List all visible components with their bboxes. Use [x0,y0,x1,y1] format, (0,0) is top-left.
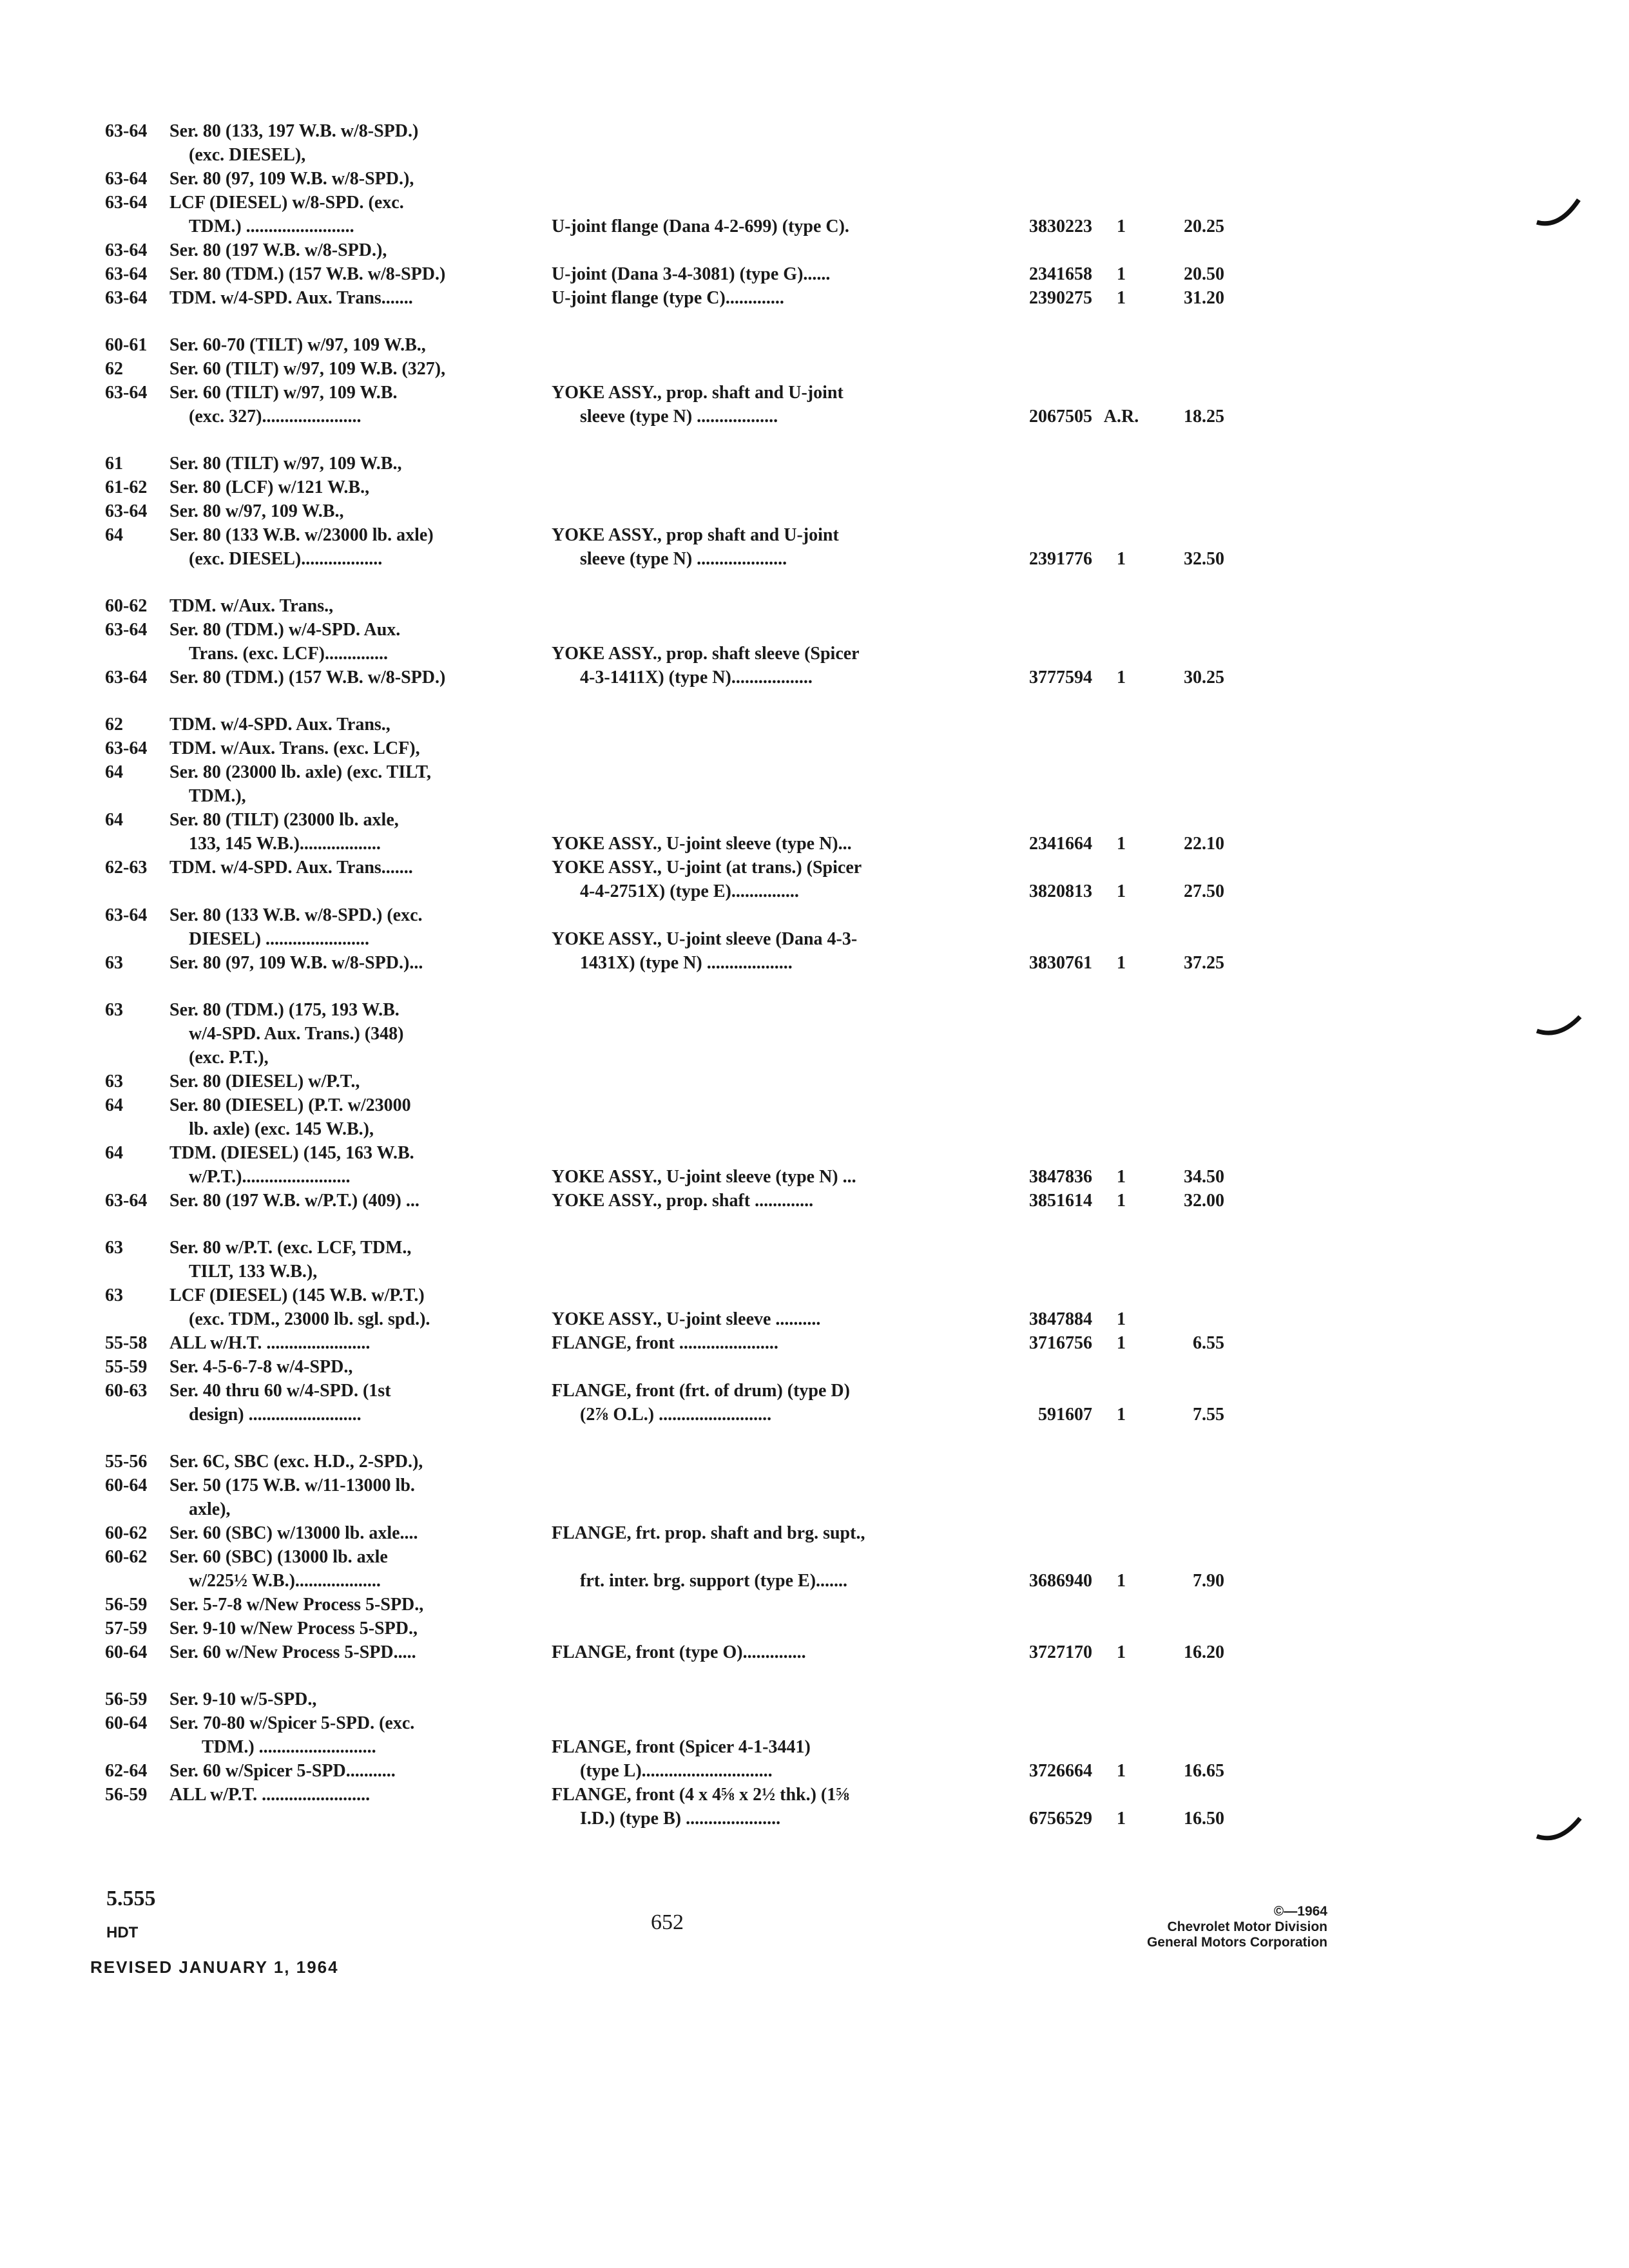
application: Ser. 80 w/97, 109 W.B., [169,501,344,521]
quantity: 1 [1117,881,1126,901]
part-description: sleeve (type N) .................. [580,407,778,427]
catalog-row [0,1117,1629,1141]
catalog-row [0,618,1629,642]
part-number: 3716756 [1029,1333,1092,1353]
quantity: A.R. [1103,407,1139,427]
model-years: 64 [105,1095,123,1115]
application: Ser. 60-70 (TILT) w/97, 109 W.B., [169,335,426,355]
part-description: 4-4-2751X) (type E)............... [580,881,799,901]
model-years: 64 [105,525,123,545]
application: TDM. w/4-SPD. Aux. Trans....... [169,288,413,308]
model-years: 64 [105,762,123,782]
part-description: sleeve (type N) .................... [580,549,787,569]
model-years: 64 [105,1143,123,1163]
part-number: 3847836 [1029,1167,1092,1187]
model-years: 57-59 [105,1619,148,1639]
catalog-row [0,808,1629,832]
application: (exc. DIESEL), [189,145,306,165]
model-years: 63-64 [105,905,148,925]
part-number: 3686940 [1029,1571,1092,1591]
division-name: Chevrolet Motor Division [1167,1919,1327,1934]
catalog-row [0,1759,1629,1783]
model-years: 63 [105,1238,123,1258]
catalog-row [0,381,1629,405]
quantity: 1 [1117,1333,1126,1353]
catalog-row [0,1165,1629,1189]
application: Ser. 80 (97, 109 W.B. w/8-SPD.), [169,169,414,189]
model-years: 63-64 [105,240,148,260]
application: DIESEL) ....................... [189,929,370,949]
list-price: 7.90 [1193,1571,1224,1591]
application: w/225½ W.B.)................... [189,1571,381,1591]
model-years: 55-56 [105,1452,148,1472]
model-years: 63-64 [105,169,148,189]
catalog-row [0,1022,1629,1046]
catalog-row [0,1617,1629,1640]
part-description: YOKE ASSY., prop. shaft ............. [552,1191,814,1211]
catalog-row [0,1735,1629,1759]
catalog-row [0,333,1629,357]
model-years: 60-64 [105,1713,148,1733]
page-number: 652 [651,1910,684,1934]
quantity: 1 [1117,1167,1126,1187]
application: Ser. 80 (TDM.) w/4-SPD. Aux. [169,620,401,640]
model-years: 60-62 [105,596,148,616]
list-price: 27.50 [1184,881,1224,901]
catalog-row [0,499,1629,523]
model-years: 63 [105,1000,123,1020]
model-years: 63-64 [105,121,148,141]
list-price: 18.25 [1184,407,1224,427]
catalog-row [0,594,1629,618]
catalog-row [0,1807,1629,1831]
application: Ser. 60 (TILT) w/97, 109 W.B. [169,383,398,403]
catalog-row [0,167,1629,191]
catalog-row [0,832,1629,856]
catalog-row [0,1687,1629,1711]
part-description: U-joint flange (Dana 4-2-699) (type C). [552,216,849,236]
model-years: 63-64 [105,193,148,213]
list-price: 34.50 [1184,1167,1224,1187]
catalog-row [0,1474,1629,1497]
application: Ser. 70-80 w/Spicer 5-SPD. (exc. [169,1713,415,1733]
catalog-row [0,856,1629,879]
model-years: 63-64 [105,288,148,308]
list-price: 20.50 [1184,264,1224,284]
application: Ser. 80 (23000 lb. axle) (exc. TILT, [169,762,432,782]
model-years: 56-59 [105,1689,148,1709]
part-description: 4-3-1411X) (type N).................. [580,668,813,687]
quantity: 1 [1117,1405,1126,1425]
section-number: 5.555 [106,1887,156,1910]
part-number: 2341664 [1029,834,1092,854]
quantity: 1 [1117,953,1126,973]
list-price: 22.10 [1184,834,1224,854]
application: TDM.) ........................ [189,216,354,236]
application: ALL w/P.T. ........................ [169,1785,371,1805]
part-description: FLANGE, front (Spicer 4-1-3441) [552,1737,811,1757]
model-years: 60-62 [105,1547,148,1567]
part-description: frt. inter. brg. support (type E)....... [580,1571,848,1591]
application: Ser. 9-10 w/New Process 5-SPD., [169,1619,418,1639]
catalog-row [0,1450,1629,1474]
catalog-row [0,1711,1629,1735]
catalog-row [0,951,1629,975]
catalog-row [0,405,1629,428]
list-price: 16.20 [1184,1642,1224,1662]
quantity: 1 [1117,1761,1126,1781]
application: Ser. 50 (175 W.B. w/11-13000 lb. [169,1475,415,1495]
application: Ser. 4-5-6-7-8 w/4-SPD., [169,1357,353,1377]
part-description: (2⅞ O.L.) ......................... [580,1405,772,1425]
catalog-row [0,1783,1629,1807]
catalog-row [0,1283,1629,1307]
list-price: 30.25 [1184,668,1224,687]
catalog-row [0,476,1629,499]
application: Ser. 80 (TILT) w/97, 109 W.B., [169,454,402,474]
quantity: 1 [1117,1191,1126,1211]
publisher-block [1057,1904,1327,1950]
quantity: 1 [1117,1571,1126,1591]
application: Ser. 80 (97, 109 W.B. w/8-SPD.)... [169,953,423,973]
catalog-row [0,1640,1629,1664]
part-description: I.D.) (type B) ..................... [580,1809,781,1829]
binder-mark-icon [1534,1005,1585,1044]
part-number: 3820813 [1029,881,1092,901]
application: Trans. (exc. LCF).............. [189,644,388,664]
application: Ser. 80 (197 W.B. w/P.T.) (409) ... [169,1191,419,1211]
application: Ser. 80 (DIESEL) w/P.T., [169,1072,360,1091]
model-years: 63-64 [105,668,148,687]
list-price: 31.20 [1184,288,1224,308]
list-price: 32.50 [1184,549,1224,569]
application: Ser. 9-10 w/5-SPD., [169,1689,317,1709]
model-years: 60-64 [105,1475,148,1495]
model-years: 63 [105,953,123,973]
catalog-row [0,1236,1629,1260]
part-number: 3777594 [1029,668,1092,687]
application: Ser. 80 (DIESEL) (P.T. w/23000 [169,1095,411,1115]
application: (exc. P.T.), [189,1048,269,1068]
application: Ser. 60 w/New Process 5-SPD..... [169,1642,416,1662]
part-description: FLANGE, front (frt. of drum) (type D) [552,1381,850,1401]
model-years: 61-62 [105,477,148,497]
catalog-row [0,1521,1629,1545]
catalog-row [0,286,1629,310]
application: TDM.) .......................... [202,1737,376,1757]
application: Ser. 80 (197 W.B. w/8-SPD.), [169,240,387,260]
catalog-row [0,215,1629,238]
catalog-row [0,1307,1629,1331]
part-description: YOKE ASSY., U-joint sleeve (type N) ... [552,1167,856,1187]
application: Ser. 80 (TDM.) (157 W.B. w/8-SPD.) [169,668,446,687]
application: Ser. 80 (TDM.) (157 W.B. w/8-SPD.) [169,264,446,284]
catalog-row [0,1141,1629,1165]
catalog-row [0,998,1629,1022]
part-number: 2391776 [1029,549,1092,569]
catalog-row [0,1569,1629,1593]
application: TDM.), [189,786,246,806]
catalog-row [0,547,1629,571]
part-number: 3726664 [1029,1761,1092,1781]
list-price: 16.65 [1184,1761,1224,1781]
model-years: 62-64 [105,1761,148,1781]
model-years: 63-64 [105,620,148,640]
part-description: FLANGE, front ...................... [552,1333,778,1353]
model-years: 56-59 [105,1785,148,1805]
catalog-row [0,760,1629,784]
part-description: (type L)............................. [580,1761,773,1781]
model-years: 55-58 [105,1333,148,1353]
application: Ser. 80 (TILT) (23000 lb. axle, [169,810,399,830]
part-description: U-joint (Dana 3-4-3081) (type G)...... [552,264,831,284]
part-description: U-joint flange (type C)............. [552,288,784,308]
part-description: FLANGE, frt. prop. shaft and brg. supt., [552,1523,865,1543]
list-price: 16.50 [1184,1809,1224,1829]
model-years: 64 [105,810,123,830]
application: TDM. w/4-SPD. Aux. Trans....... [169,858,413,878]
application: Ser. 60 (SBC) (13000 lb. axle [169,1547,388,1567]
part-description: YOKE ASSY., prop. shaft sleeve (Spicer [552,644,860,664]
catalog-row [0,191,1629,215]
catalog-row [0,1260,1629,1283]
catalog-row [0,523,1629,547]
copyright: ©—1964 [1273,1904,1327,1919]
quantity: 1 [1117,216,1126,236]
application: (exc. 327)...................... [189,407,361,427]
part-description: 1431X) (type N) ................... [580,953,793,973]
revision-date: REVISED JANUARY 1, 1964 [90,1957,339,1977]
quantity: 1 [1117,288,1126,308]
catalog-row [0,666,1629,689]
part-number: 2390275 [1029,288,1092,308]
application: LCF (DIESEL) w/8-SPD. (exc. [169,193,404,213]
application: TDM. (DIESEL) (145, 163 W.B. [169,1143,414,1163]
application: Ser. 60 (TILT) w/97, 109 W.B. (327), [169,359,446,379]
application: (exc. TDM., 23000 lb. sgl. spd.). [189,1309,430,1329]
model-years: 63 [105,1285,123,1305]
application: ALL w/H.T. ....................... [169,1333,371,1353]
part-description: YOKE ASSY., U-joint (at trans.) (Spicer [552,858,862,878]
model-years: 60-62 [105,1523,148,1543]
model-years: 62-63 [105,858,148,878]
catalog-row [0,1593,1629,1617]
application: TILT, 133 W.B.), [189,1262,318,1282]
catalog-row [0,1497,1629,1521]
list-price: 20.25 [1184,216,1224,236]
part-number: 3847884 [1029,1309,1092,1329]
catalog-row [0,784,1629,808]
catalog-row [0,903,1629,927]
part-description: YOKE ASSY., prop shaft and U-joint [552,525,839,545]
part-description: YOKE ASSY., U-joint sleeve (Dana 4-3- [552,929,858,949]
catalog-row [0,1070,1629,1093]
model-years: 62 [105,359,123,379]
part-description: YOKE ASSY., prop. shaft and U-joint [552,383,843,403]
application: Ser. 60 w/Spicer 5-SPD........... [169,1761,396,1781]
catalog-row [0,1545,1629,1569]
application: Ser. 60 (SBC) w/13000 lb. axle.... [169,1523,418,1543]
corporation-name: General Motors Corporation [1146,1935,1327,1950]
quantity: 1 [1117,549,1126,569]
application: Ser. 40 thru 60 w/4-SPD. (1st [169,1381,391,1401]
model-years: 61 [105,454,123,474]
part-number: 2067505 [1029,407,1092,427]
application: Ser. 80 (133 W.B. w/8-SPD.) (exc. [169,905,423,925]
model-years: 63 [105,1072,123,1091]
part-description: YOKE ASSY., U-joint sleeve (type N)... [552,834,852,854]
quantity: 1 [1117,1642,1126,1662]
model-years: 60-61 [105,335,148,355]
catalog-row [0,262,1629,286]
list-price: 37.25 [1184,953,1224,973]
application: lb. axle) (exc. 145 W.B.), [189,1119,374,1139]
catalog-code: HDT [106,1924,139,1941]
catalog-row [0,1403,1629,1427]
quantity: 1 [1117,834,1126,854]
part-number: 2341658 [1029,264,1092,284]
model-years: 63-64 [105,383,148,403]
application: Ser. 5-7-8 w/New Process 5-SPD., [169,1595,424,1615]
part-number: 3830761 [1029,953,1092,973]
application: TDM. w/Aux. Trans., [169,596,334,616]
model-years: 60-64 [105,1642,148,1662]
application: axle), [189,1499,231,1519]
application: Ser. 80 (133 W.B. w/23000 lb. axle) [169,525,434,545]
catalog-row [0,119,1629,143]
catalog-row [0,238,1629,262]
application: (exc. DIESEL).................. [189,549,383,569]
catalog-row [0,143,1629,167]
part-description: FLANGE, front (4 x 4⅝ x 2½ thk.) (1⅝ [552,1785,850,1805]
list-price: 32.00 [1184,1191,1224,1211]
catalog-row [0,736,1629,760]
application: w/P.T.)........................ [189,1167,351,1187]
part-description: FLANGE, front (type O).............. [552,1642,806,1662]
model-years: 56-59 [105,1595,148,1615]
model-years: 55-59 [105,1357,148,1377]
part-number: 3727170 [1029,1642,1092,1662]
list-price: 7.55 [1193,1405,1224,1425]
application: LCF (DIESEL) (145 W.B. w/P.T.) [169,1285,425,1305]
catalog-row [0,927,1629,951]
part-number: 6756529 [1029,1809,1092,1829]
model-years: 60-63 [105,1381,148,1401]
application: w/4-SPD. Aux. Trans.) (348) [189,1024,404,1044]
application: TDM. w/4-SPD. Aux. Trans., [169,715,390,735]
catalog-row [0,1046,1629,1070]
binder-mark-icon [1534,193,1585,232]
application: Ser. 6C, SBC (exc. H.D., 2-SPD.), [169,1452,423,1472]
quantity: 1 [1117,264,1126,284]
part-number: 591607 [1038,1405,1092,1425]
catalog-row [0,1379,1629,1403]
catalog-row [0,1355,1629,1379]
part-description: YOKE ASSY., U-joint sleeve .......... [552,1309,821,1329]
binder-mark-icon [1534,1811,1585,1849]
list-price: 6.55 [1193,1333,1224,1353]
catalog-row [0,879,1629,903]
catalog-row [0,357,1629,381]
part-number: 3851614 [1029,1191,1092,1211]
application: Ser. 80 (LCF) w/121 W.B., [169,477,370,497]
application: 133, 145 W.B.).................. [189,834,381,854]
catalog-row [0,1331,1629,1355]
quantity: 1 [1117,1309,1126,1329]
application: TDM. w/Aux. Trans. (exc. LCF), [169,738,420,758]
model-years: 63-64 [105,501,148,521]
catalog-row [0,713,1629,736]
application: Ser. 80 (133, 197 W.B. w/8-SPD.) [169,121,419,141]
application: design) ......................... [189,1405,361,1425]
model-years: 63-64 [105,738,148,758]
catalog-row [0,1093,1629,1117]
model-years: 63-64 [105,264,148,284]
part-number: 3830223 [1029,216,1092,236]
catalog-row [0,642,1629,666]
application: Ser. 80 (TDM.) (175, 193 W.B. [169,1000,400,1020]
quantity: 1 [1117,668,1126,687]
model-years: 62 [105,715,123,735]
catalog-row [0,1189,1629,1213]
model-years: 63-64 [105,1191,148,1211]
application: Ser. 80 w/P.T. (exc. LCF, TDM., [169,1238,412,1258]
quantity: 1 [1117,1809,1126,1829]
catalog-row [0,452,1629,476]
